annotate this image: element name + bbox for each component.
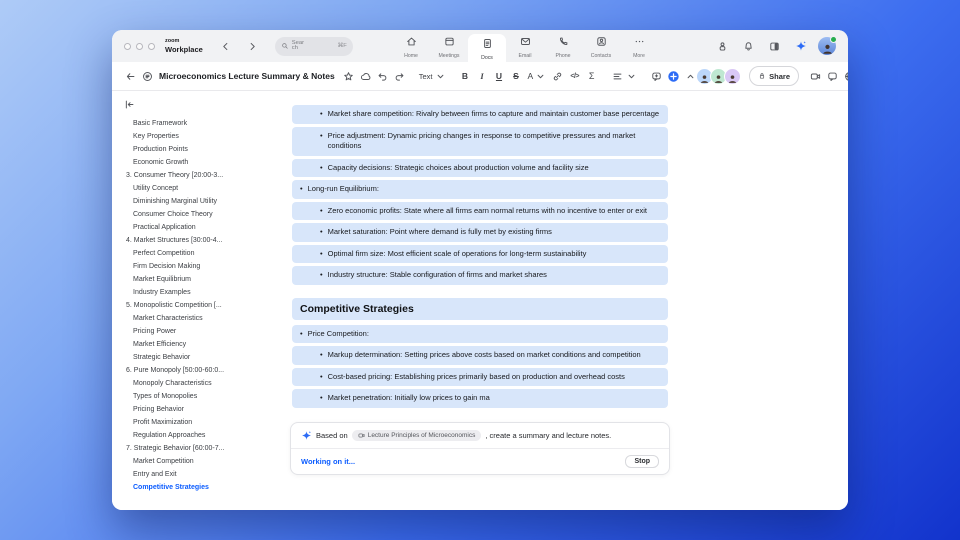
- sidebar-item-profit-maximization[interactable]: Profit Maximization: [133, 419, 193, 426]
- tab-label: Meetings: [438, 52, 460, 59]
- block-text: Markup determination: Setting prices above costs based on market conditions and competition: [327, 350, 641, 359]
- zoom-workplace-window: [112, 30, 848, 510]
- collaborator-avatar[interactable]: [724, 68, 741, 85]
- collapse-sidebar-icon[interactable]: [124, 99, 137, 110]
- document-canvas[interactable]: [287, 91, 848, 510]
- sidebar-item-firm-decision-making[interactable]: Firm Decision Making: [133, 263, 201, 270]
- block-text: Market share competition: Rivalry between firms to capture and maintain customer base percentage: [327, 109, 660, 118]
- sidebar-item-5-monopolistic-competition[interactable]: 5. Monopolistic Competition [...: [126, 302, 222, 309]
- tab-more[interactable]: [620, 30, 658, 62]
- maximize-window-icon[interactable]: [148, 43, 155, 50]
- home-icon: [406, 34, 417, 52]
- text-color-dropdown[interactable]: A: [528, 68, 547, 84]
- doc-bullet-block[interactable]: [292, 127, 668, 156]
- underline-button[interactable]: U: [495, 71, 503, 81]
- bullet-marker: •: [320, 130, 323, 140]
- tab-label: Home: [404, 52, 418, 59]
- minimize-window-icon[interactable]: [136, 43, 143, 50]
- notifications-bell-icon[interactable]: [742, 38, 755, 54]
- doc-heading[interactable]: Competitive Strategies: [292, 298, 668, 320]
- sidebar-item-utility-concept[interactable]: Utility Concept: [133, 185, 179, 192]
- tab-contacts[interactable]: [582, 30, 620, 62]
- doc-bullet-block[interactable]: [292, 202, 668, 221]
- nav-forward-icon[interactable]: [246, 38, 259, 54]
- sidebar-item-key-properties[interactable]: Key Properties: [133, 133, 179, 140]
- block-text: Optimal firm size: Most efficient scale of operations for long-term sustainability: [327, 248, 587, 258]
- ai-companion-card: [290, 422, 670, 475]
- sidebar-item-types-of-monopolies[interactable]: Types of Monopolies: [133, 393, 198, 400]
- doc-icon: [141, 68, 154, 84]
- zoom-workplace-logo: zoom Workplace: [165, 38, 203, 54]
- italic-button[interactable]: I: [480, 71, 484, 81]
- ai-prompt-prefix: Based on: [316, 430, 348, 440]
- stop-button[interactable]: Stop: [625, 455, 659, 468]
- app-tabs: [392, 30, 658, 62]
- doc-bullet-block[interactable]: [292, 368, 668, 387]
- redo-icon[interactable]: [393, 68, 406, 84]
- tab-email[interactable]: [506, 30, 544, 62]
- outline-list: [126, 117, 287, 494]
- tab-label: Docs: [481, 54, 493, 61]
- doc-bullet-block[interactable]: [292, 223, 668, 242]
- block-text: Cost-based pricing: Establishing prices primarily based on production and overhead costs: [327, 371, 625, 381]
- tab-label: More: [633, 52, 645, 59]
- chevron-down-icon: [435, 68, 446, 84]
- bullet-marker: •: [320, 205, 323, 215]
- sidebar-item-entry-and-exit[interactable]: Entry and Exit: [133, 471, 177, 478]
- bold-button[interactable]: B: [461, 71, 469, 81]
- comment-icon[interactable]: [650, 68, 663, 84]
- chat-bubble-icon[interactable]: [826, 68, 839, 84]
- sidebar-item-consumer-choice-theory[interactable]: Consumer Choice Theory: [133, 211, 213, 218]
- source-document-chip[interactable]: Lecture Principles of Microeconomics: [352, 430, 482, 441]
- chevron-down-icon: [626, 68, 637, 84]
- block-text: Market saturation: Point where demand is fully met by existing firms: [327, 227, 552, 236]
- docs-icon: [482, 36, 493, 54]
- outline-sidebar: [112, 91, 287, 510]
- sidebar-item-competitive-strategies[interactable]: Competitive Strategies: [133, 484, 209, 491]
- more-icon: [634, 34, 645, 52]
- doc-bullet-block[interactable]: [292, 266, 668, 285]
- sidebar-item-4-market-structures-30-00-4[interactable]: 4. Market Structures [30:00-4...: [126, 237, 223, 244]
- sidebar-item-market-characteristics[interactable]: Market Characteristics: [133, 315, 203, 322]
- bullet-marker: •: [300, 184, 303, 193]
- sidebar-item-pricing-behavior[interactable]: Pricing Behavior: [133, 406, 184, 413]
- tab-home[interactable]: [392, 30, 430, 62]
- tab-label: Phone: [555, 52, 571, 59]
- block-text: Capacity decisions: Strategic choices about production volume and facility size: [327, 162, 589, 172]
- align-dropdown[interactable]: [611, 68, 637, 84]
- sidebar-item-7-strategic-behavior-60-00-7[interactable]: 7. Strategic Behavior [60:00-7...: [126, 445, 225, 452]
- email-icon: [520, 34, 531, 52]
- phone-icon: [558, 34, 569, 52]
- tab-label: Contacts: [590, 52, 612, 59]
- doc-bullet-block[interactable]: [292, 159, 668, 178]
- bullet-marker: •: [320, 227, 323, 236]
- document-content: [292, 105, 668, 408]
- cloud-sync-icon[interactable]: [359, 68, 372, 84]
- sidebar-item-production-points[interactable]: Production Points: [133, 146, 188, 153]
- block-text: Market penetration: Initially low prices to gain ma: [327, 393, 490, 402]
- bullet-marker: •: [300, 328, 303, 338]
- side-panel-icon[interactable]: [768, 38, 781, 54]
- bullet-marker: •: [320, 162, 323, 172]
- sidebar-item-regulation-approaches[interactable]: Regulation Approaches: [133, 432, 206, 439]
- document-toolbar: [112, 62, 848, 91]
- link-icon[interactable]: [551, 68, 564, 84]
- ai-status-text: Working on it...: [301, 456, 356, 466]
- sidebar-item-strategic-behavior[interactable]: Strategic Behavior: [133, 354, 191, 361]
- bullet-marker: •: [320, 371, 323, 381]
- align-left-icon: [611, 68, 624, 84]
- globe-icon[interactable]: [843, 68, 848, 84]
- profile-status-icon[interactable]: [716, 38, 729, 54]
- bullet-marker: •: [320, 350, 323, 359]
- bullet-marker: •: [320, 393, 323, 402]
- sidebar-item-market-equilibrium[interactable]: Market Equilibrium: [133, 276, 191, 283]
- sidebar-item-market-efficiency[interactable]: Market Efficiency: [133, 341, 187, 348]
- tab-label: Email: [518, 52, 532, 59]
- search-icon: [281, 42, 289, 50]
- ai-sparkle-icon: [301, 430, 312, 441]
- chevron-down-icon: [535, 68, 546, 84]
- sidebar-item-3-consumer-theory-20-00-3[interactable]: 3. Consumer Theory [20:00-3...: [126, 172, 224, 179]
- back-button[interactable]: [124, 68, 137, 84]
- doc-bullet-block[interactable]: [292, 180, 668, 199]
- doc-bullet-block[interactable]: [292, 245, 668, 264]
- strikethrough-button[interactable]: S: [513, 71, 519, 81]
- sidebar-item-basic-framework[interactable]: Basic Framework: [133, 120, 188, 127]
- contacts-icon: [596, 34, 607, 52]
- block-text: Zero economic profits: State where all firms earn normal returns with no incentive to enter or exit: [327, 205, 647, 215]
- code-icon[interactable]: </>: [570, 72, 579, 80]
- video-clip-icon: [358, 432, 365, 439]
- tab-docs[interactable]: [468, 34, 506, 62]
- block-text: Industry structure: Stable configuration of firms and market shares: [327, 270, 547, 279]
- global-search-input[interactable]: [275, 37, 353, 56]
- sidebar-item-diminishing-marginal-utility[interactable]: Diminishing Marginal Utility: [133, 198, 218, 205]
- user-avatar[interactable]: [818, 37, 836, 55]
- sidebar-item-practical-application[interactable]: Practical Application: [133, 224, 196, 231]
- person-silhouette-icon: [821, 42, 834, 55]
- lock-icon: [758, 72, 766, 80]
- tab-meetings[interactable]: [430, 30, 468, 62]
- insert-plus-button[interactable]: [667, 68, 680, 84]
- bullet-marker: •: [320, 109, 323, 118]
- search-shortcut: ⌘F: [337, 43, 347, 49]
- sidebar-item-monopoly-characteristics[interactable]: Monopoly Characteristics: [133, 380, 212, 387]
- favorite-star-icon[interactable]: [342, 68, 355, 84]
- close-window-icon[interactable]: [124, 43, 131, 50]
- sidebar-item-perfect-competition[interactable]: Perfect Competition: [133, 250, 195, 257]
- block-text: Long-run Equilibrium:: [307, 184, 379, 193]
- sidebar-item-industry-examples[interactable]: Industry Examples: [133, 289, 191, 296]
- nav-back-icon[interactable]: [219, 38, 232, 54]
- bullet-marker: •: [320, 270, 323, 279]
- title-bar: [112, 30, 848, 62]
- search-placeholder: Search: [291, 39, 305, 51]
- window-controls[interactable]: [124, 43, 155, 50]
- doc-bullet-block[interactable]: [292, 346, 668, 365]
- sidebar-item-market-competition[interactable]: Market Competition: [133, 458, 194, 465]
- collaborator-avatars: [699, 68, 741, 85]
- formula-sigma-icon[interactable]: Σ: [588, 71, 595, 81]
- meetings-icon: [444, 34, 455, 52]
- video-camera-icon[interactable]: [809, 68, 822, 84]
- block-text: Price Competition:: [307, 328, 369, 338]
- ai-companion-sparkle-icon[interactable]: [794, 38, 807, 54]
- doc-bullet-block[interactable]: [292, 105, 668, 124]
- bullet-marker: •: [320, 248, 323, 258]
- document-title[interactable]: Microeconomics Lecture Summary & Notes: [159, 71, 335, 81]
- tab-phone[interactable]: [544, 30, 582, 62]
- sidebar-item-pricing-power[interactable]: Pricing Power: [133, 328, 177, 335]
- doc-bullet-block[interactable]: [292, 389, 668, 408]
- ai-prompt-suffix: , create a summary and lecture notes.: [485, 430, 612, 440]
- share-button[interactable]: Share: [749, 66, 799, 86]
- text-style-dropdown[interactable]: Text: [419, 68, 446, 84]
- sidebar-item-economic-growth[interactable]: Economic Growth: [133, 159, 189, 166]
- doc-bullet-block[interactable]: [292, 325, 668, 344]
- sidebar-item-6-pure-monopoly-50-00-60-0[interactable]: 6. Pure Monopoly [50:00-60:0...: [126, 367, 225, 374]
- undo-icon[interactable]: [376, 68, 389, 84]
- block-text: Price adjustment: Dynamic pricing changes in response to competitive pressures and market conditions: [327, 130, 636, 150]
